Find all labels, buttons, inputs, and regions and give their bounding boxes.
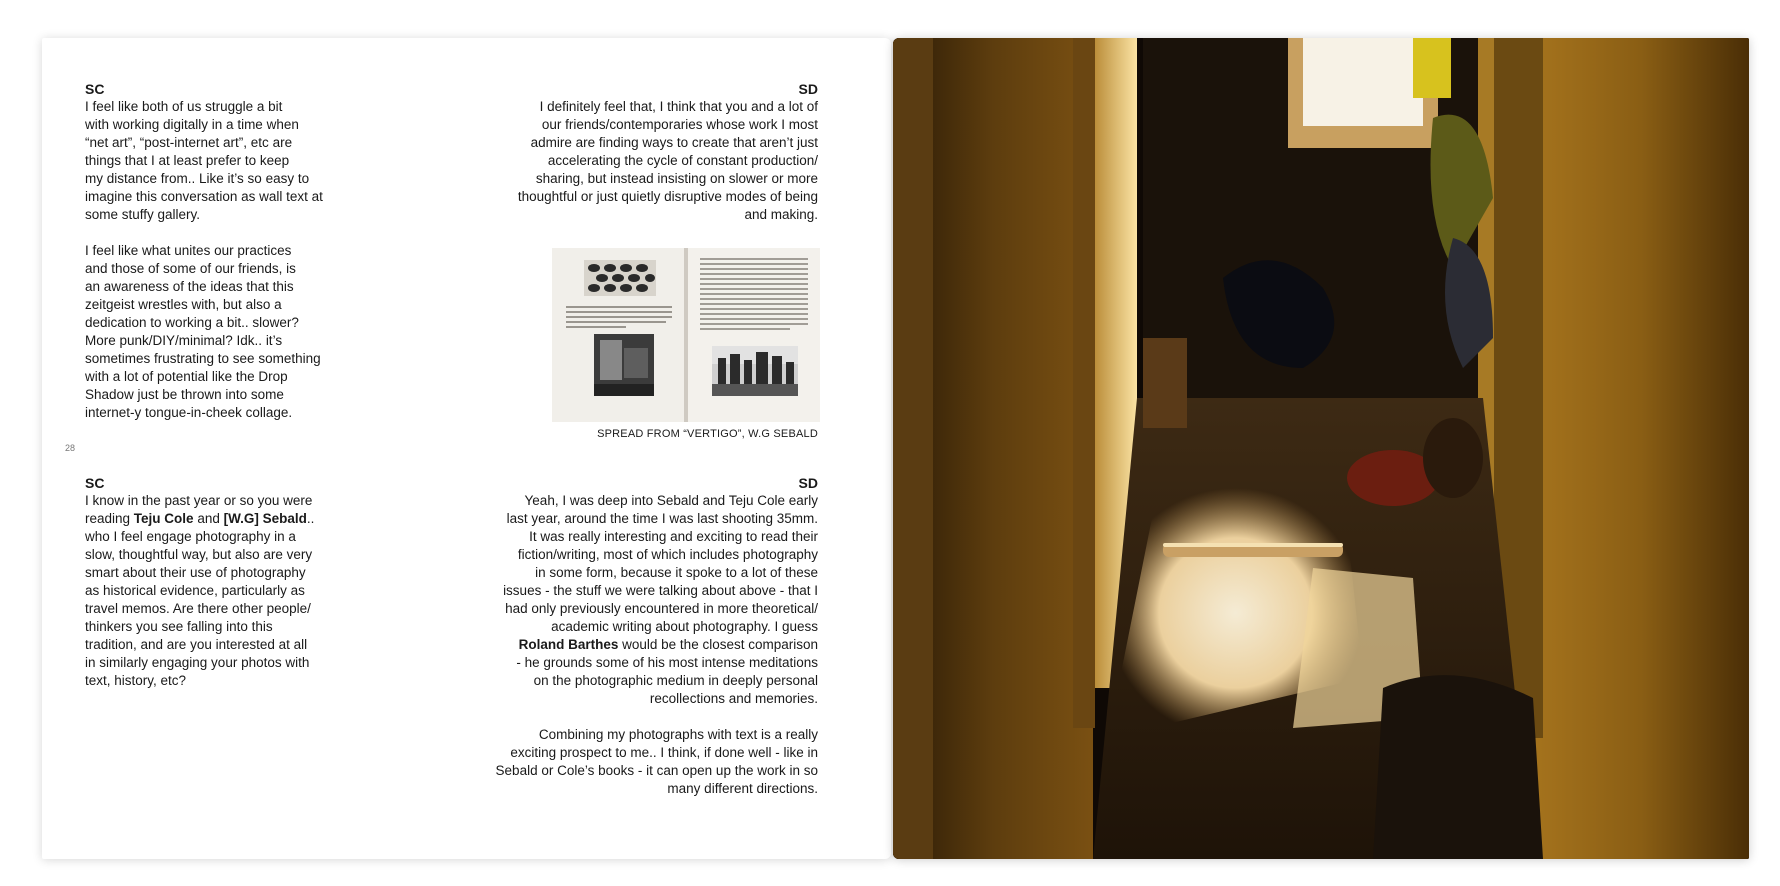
book-spread <box>42 38 1749 859</box>
text-run: Combining my photographs with text is a really exciting prospect to me.. I think, if done well - like in Sebald or Cole’s books - it can open up the work in so many different directions. <box>495 727 818 796</box>
figure-caption: SPREAD FROM “VERTIGO”, W.G SEBALD <box>597 428 818 440</box>
speaker-label: SD <box>798 475 818 491</box>
speaker-label: SC <box>85 475 105 491</box>
text-run: .. who I feel engage photography in a slow, thoughtful way, but also are very smart about their use of photography as historical evidence, particularly as travel memos. Are there other people/ thinkers you see falling into this tradition, and are you interested at all in similarly engaging your photos with text, history, etc? <box>85 511 315 688</box>
left-page <box>42 38 891 859</box>
sd-block-2 <box>442 474 818 798</box>
page-number: 28 <box>65 443 76 453</box>
speaker-label: SD <box>798 81 818 97</box>
sd-block-1 <box>442 80 818 224</box>
interview-paragraph <box>85 492 375 690</box>
speaker-label: SC <box>85 81 105 97</box>
text-run: Yeah, I was deep into Sebald and Teju Cole early last year, around the time I was last shooting 35mm. It was really interesting and exciting to read their fiction/writing, most of which includes photography in some form, because it spoke to a lot of these issues - the stuff we were talking about above - that I had only previously encountered in more theoretical/ academic writing about photography. I guess <box>503 493 818 634</box>
interview-paragraph <box>85 98 375 224</box>
right-page <box>893 38 1749 859</box>
sc-block-2 <box>85 474 375 690</box>
hallway-photo <box>893 38 1749 859</box>
pattern-figure <box>584 260 656 296</box>
interview-paragraph <box>442 492 818 708</box>
bold-name: [W.G] Sebald <box>223 511 307 526</box>
text-run: I feel like both of us struggle a bit with working digitally in a time when “net art”, “post-internet art”, etc are things that I at least prefer to keep my distance from.. Like it’s so easy to imagine this conversation as wall text at some stuffy gallery. <box>85 99 323 222</box>
text-run: would be the closest comparison - he grounds some of his most intense meditations on the photographic medium in deeply personal recollections and memories. <box>516 637 818 706</box>
bold-name: Teju Cole <box>133 511 194 526</box>
text-run: I know in the past year or so you were reading <box>85 493 313 526</box>
vertigo-spread-image <box>552 248 820 422</box>
text-run: and <box>193 511 224 526</box>
text-run: I definitely feel that, I think that you and a lot of our friends/contemporaries whose work I most admire are finding ways to create that aren’t just accelerating the cycle of constant production/ sharing, but instead insisting on slower or more thoughtful or just quietly disruptive modes of being and making. <box>517 99 818 222</box>
bold-name: Roland Barthes <box>518 637 619 652</box>
text-run: I feel like what unites our practices and those of some of our friends, is an awareness of the ideas that this zeitgeist wrestles with, but also a dedication to working a bit.. slower? More punk/DIY/minimal? Idk.. it’s sometimes frustrating to see something with a lot of potential like the Drop Shadow just be thrown into some internet-y tongue-in-cheek collage. <box>85 243 321 420</box>
interview-paragraph <box>442 726 818 798</box>
sc-block-1 <box>85 80 375 422</box>
interview-paragraph <box>85 242 375 422</box>
interview-paragraph <box>442 98 818 224</box>
